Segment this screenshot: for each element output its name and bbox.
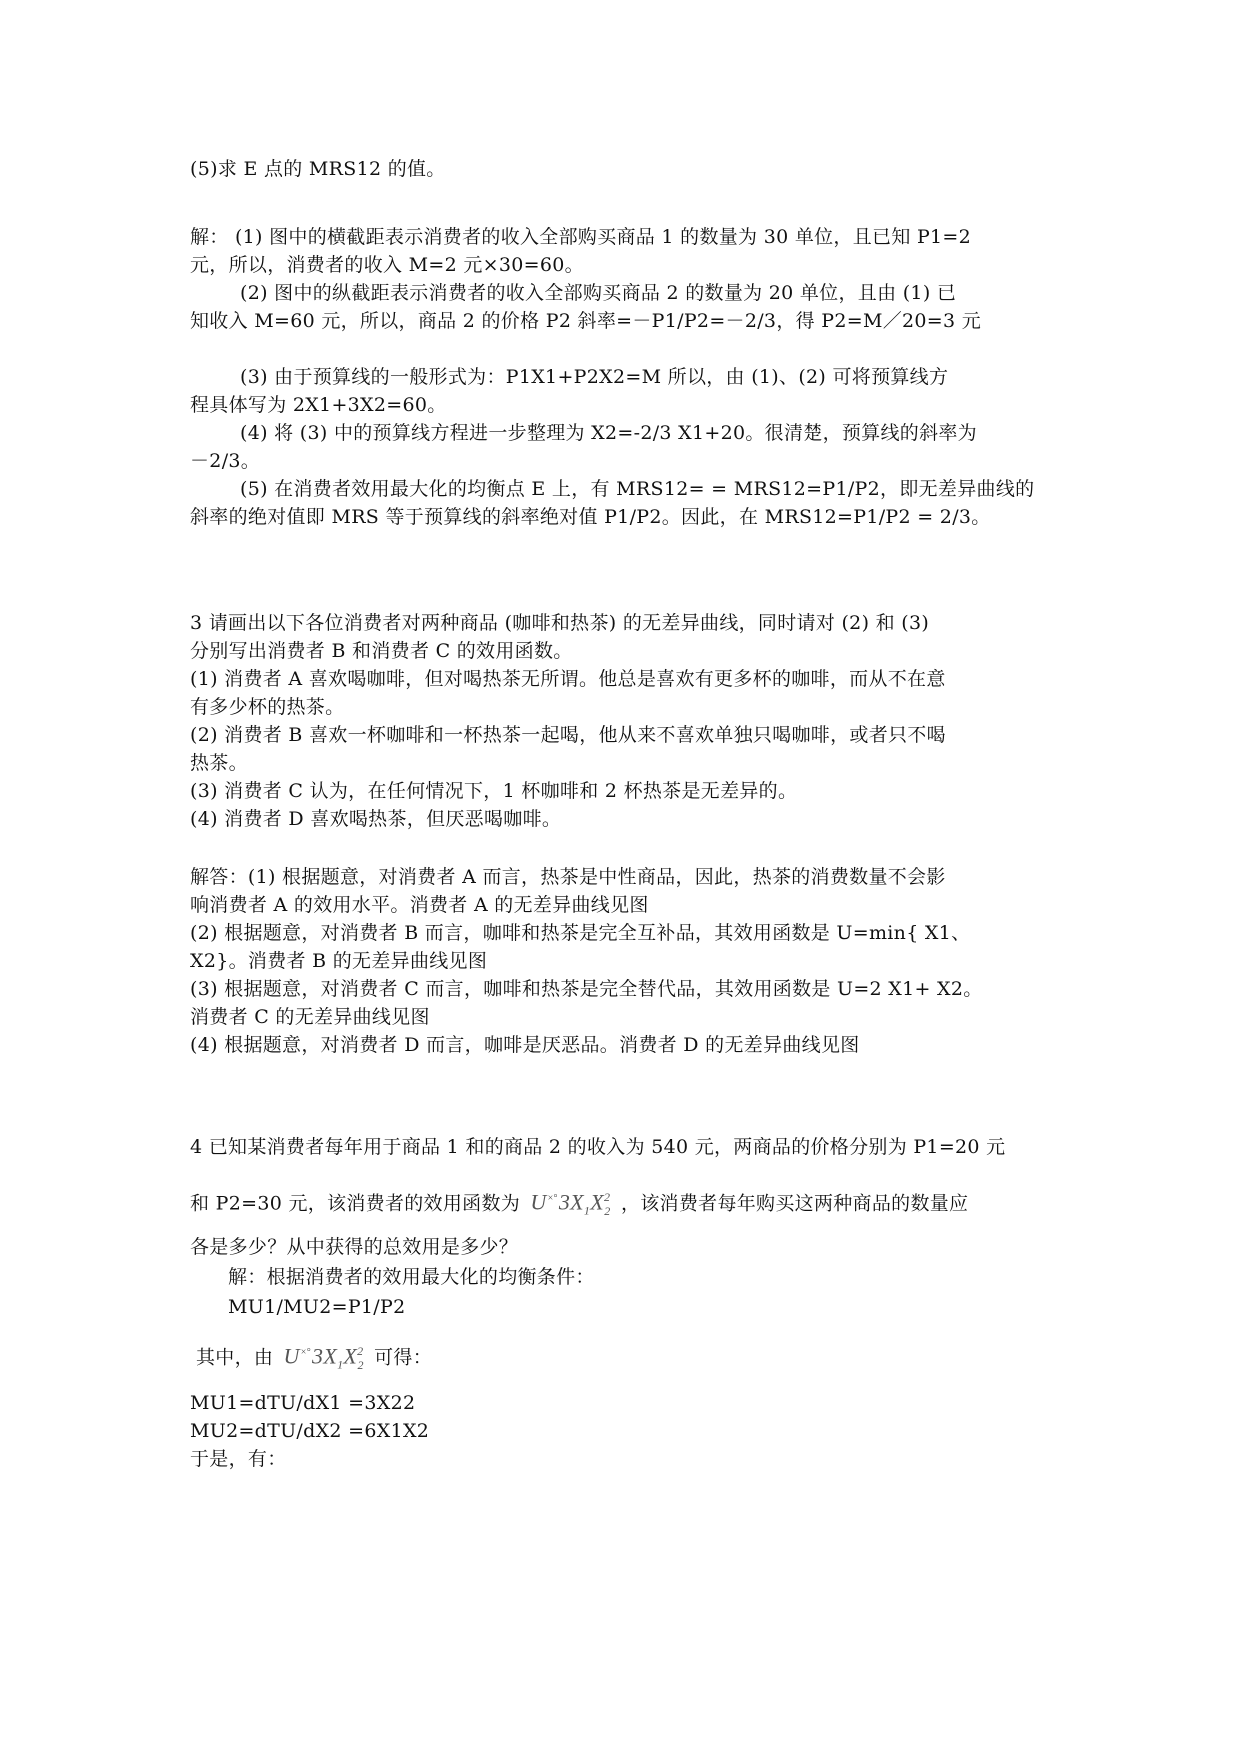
answer-3-text: 消费者 C 的无差异曲线见图 <box>190 1006 430 1028</box>
question-3-text: 3 请画出以下各位消费者对两种商品 (咖啡和热茶) 的无差异曲线，同时请对 (2) 和 (3) <box>190 612 930 634</box>
utility-formula: $U^{\times^\circ}3X_1X^2_2$ <box>283 1343 364 1372</box>
answer-3-text: 响消费者 A 的效用水平。消费者 A 的无差异曲线见图 <box>190 894 649 916</box>
question-4-part: ，该消费者每年购买这两种商品的数量应 <box>620 1192 969 1215</box>
question-3-item: (4) 消费者 D 喜欢喝热茶，但厌恶喝咖啡。 <box>190 808 562 830</box>
question-3-item: (3) 消费者 C 认为，在任何情况下，1 杯咖啡和 2 杯热茶是无差异的。 <box>190 780 798 802</box>
question-3-item: (2) 消费者 B 喜欢一杯咖啡和一杯热茶一起喝，他从来不喜欢单独只喝咖啡，或者只不喝 <box>190 724 946 746</box>
answer-4-part: 可得： <box>374 1346 432 1369</box>
answer-4-text <box>196 1340 432 1376</box>
answer-4-part: 其中，由 <box>196 1346 274 1369</box>
question-4-text: 各是多少？从中获得的总效用是多少？ <box>190 1236 519 1258</box>
answer-4-text: 于是，有： <box>190 1448 287 1470</box>
utility-formula: $U^{\times^\circ}3X_1X^2_2$ <box>530 1189 611 1218</box>
question-5-text: (5)求 E 点的 MRS12 的值。 <box>190 158 446 180</box>
solution-line: (4) 将 (3) 中的预算线方程进一步整理为 X2=-2/3 X1+20。很清楚，预算线的斜率为 <box>240 422 977 444</box>
solution-line: 解： (1) 图中的横截距表示消费者的收入全部购买商品 1 的数量为 30 单位，且已知 P1=2 <box>190 226 972 248</box>
solution-line: 知收入 M=60 元，所以，商品 2 的价格 P2 斜率=－P1/P2=－2/3，得 P2=M／20=3 元 <box>190 310 982 332</box>
solution-line: (3) 由于预算线的一般形式为：P1X1+P2X2=M 所以，由 (1)、(2) 可将预算线方 <box>240 366 949 388</box>
equilibrium-condition: MU1/MU2=P1/P2 <box>228 1296 406 1318</box>
solution-line: 斜率的绝对值即 MRS 等于预算线的斜率绝对值 P1/P2。因此，在 MRS12=P1/P2 = 2/3。 <box>190 506 991 528</box>
question-3-item: (1) 消费者 A 喜欢喝咖啡，但对喝热茶无所谓。他总是喜欢有更多杯的咖啡，而从不在意 <box>190 668 946 690</box>
solution-line: 元，所以，消费者的收入 M=2 元×30=60。 <box>190 254 584 276</box>
marginal-utility-1: MU1=dTU/dX1 =3X22 <box>190 1392 416 1414</box>
question-4-part: 和 P2=30 元，该消费者的效用函数为 <box>190 1192 521 1215</box>
answer-4-text: 解：根据消费者的效用最大化的均衡条件： <box>228 1266 595 1288</box>
answer-3-text: (2) 根据题意，对消费者 B 而言，咖啡和热茶是完全互补品，其效用函数是 U=min{ X1、 <box>190 922 971 944</box>
question-3-text: 分别写出消费者 B 和消费者 C 的效用函数。 <box>190 640 573 662</box>
solution-line: －2/3。 <box>190 450 261 472</box>
answer-3-text: X2}。消费者 B 的无差异曲线见图 <box>190 950 488 972</box>
solution-line: 程具体写为 2X1+3X2=60。 <box>190 394 447 416</box>
answer-3-text: (4) 根据题意，对消费者 D 而言，咖啡是厌恶品。消费者 D 的无差异曲线见图 <box>190 1034 860 1056</box>
question-4-text: 4 已知某消费者每年用于商品 1 和的商品 2 的收入为 540 元，两商品的价格分别为 P1=20 元 <box>190 1136 1006 1158</box>
question-3-item: 有多少杯的热茶。 <box>190 696 345 718</box>
question-4-text <box>190 1186 968 1222</box>
solution-line: (2) 图中的纵截距表示消费者的收入全部购买商品 2 的数量为 20 单位，且由 (1) 已 <box>240 282 957 304</box>
question-3-item: 热茶。 <box>190 752 248 774</box>
marginal-utility-2: MU2=dTU/dX2 =6X1X2 <box>190 1420 430 1442</box>
solution-line: (5) 在消费者效用最大化的均衡点 E 上，有 MRS12= = MRS12=P1/P2，即无差异曲线的 <box>240 478 1035 500</box>
answer-3-text: 解答：(1) 根据题意，对消费者 A 而言，热茶是中性商品，因此，热茶的消费数量不会影 <box>190 866 946 888</box>
answer-3-text: (3) 根据题意，对消费者 C 而言，咖啡和热茶是完全替代品，其效用函数是 U=2 X1+ X2。 <box>190 978 983 1000</box>
